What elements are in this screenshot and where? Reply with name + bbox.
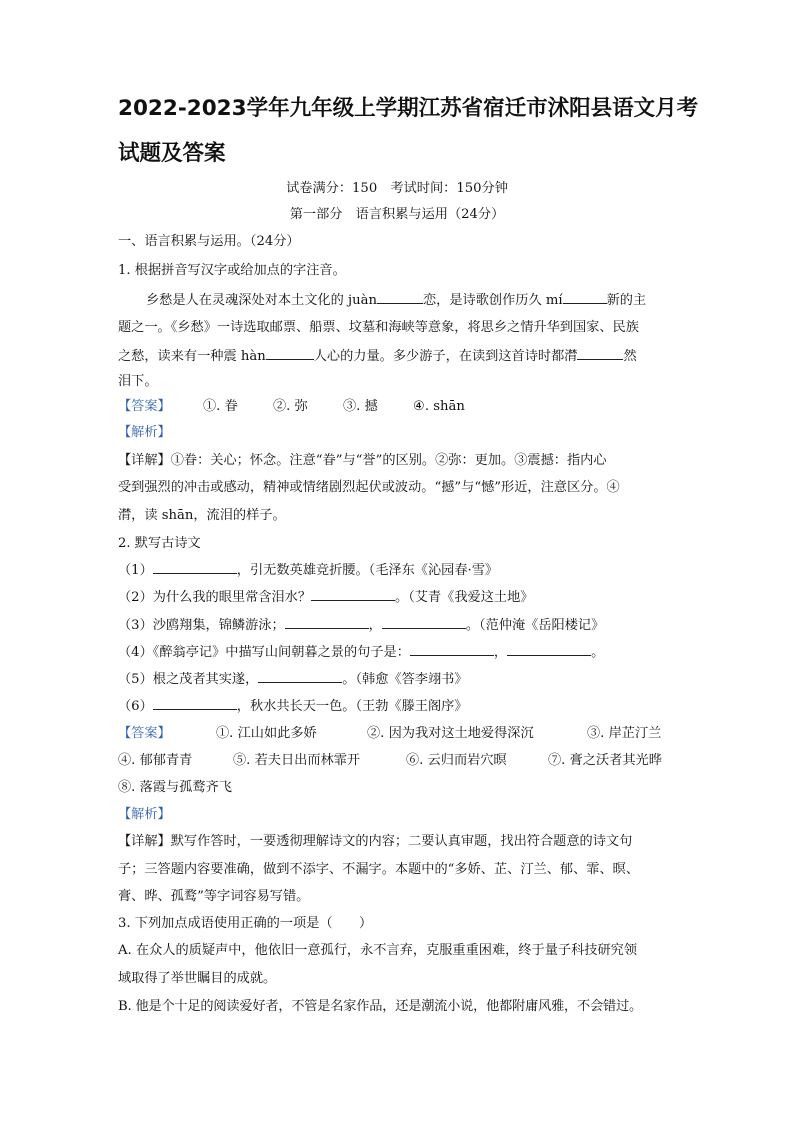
- question-2-stem: 2. 默写古诗文: [118, 536, 201, 551]
- item-text: 。（韩愈《答李翊书》: [342, 672, 468, 687]
- document-title-line1: 2022-2023学年九年级上学期江苏省宿迁市沭阳县语文月考: [118, 96, 699, 121]
- q3-option-a-line2: 域取得了举世瞩目的成就。: [118, 971, 277, 986]
- answer-blank: [410, 641, 494, 656]
- q1-answer-2: ②. 弥: [273, 399, 308, 414]
- question-1-passage-line1: [146, 289, 716, 311]
- q2-detail-line1: 【详解】默写作答时，一要透彻理解诗文的内容；二要认真审题，找出符合题意的诗文句: [118, 834, 633, 849]
- q1-detail-line2: 受到强烈的冲击或感动，精神或情绪剧烈起伏或波动。“撼”与“憾”形近，注意区分。④: [118, 480, 620, 495]
- item-text: ，: [368, 618, 382, 633]
- q2-item-6: [118, 695, 688, 717]
- q1-analysis-label: 【解析】: [118, 425, 171, 440]
- question-1-passage-line4: 泪下。: [118, 374, 158, 389]
- item-text: 沙鸥翔集，锦鳞游泳；: [152, 618, 285, 633]
- section-one-heading: 一、语言积累与运用。（24分）: [118, 234, 300, 249]
- answer-blank: [507, 641, 591, 656]
- question-3-stem: 3. 下列加点成语使用正确的一项是（ ）: [118, 916, 373, 931]
- answer-blank: [266, 345, 314, 360]
- question-1-passage-line2: 题之一。《乡愁》一诗选取邮票、船票、坟墓和海峡等意象，将思乡之情升华到国家、民族: [118, 320, 639, 335]
- q2-item-5: [118, 668, 688, 690]
- q2-item-4: [118, 641, 688, 663]
- answer-blank: [153, 559, 237, 574]
- passage-text: 之愁，读来有一种震 hàn: [118, 349, 266, 364]
- q1-answer-4: ④. shān: [413, 399, 465, 414]
- passage-text: 人心的力量。多少游子，在读到这首诗时都潸: [313, 349, 578, 364]
- item-text: 。（范仲淹《岳阳楼记》: [465, 618, 605, 633]
- item-text: 为什么我的眼里常含泪水？: [152, 590, 312, 605]
- item-number: （4）: [118, 645, 153, 660]
- answer-blank: [311, 586, 395, 601]
- answer-blank: [153, 695, 237, 710]
- q3-option-b: B. 他是个十足的阅读爱好者，不管是名家作品，还是潮流小说，他都附庸风雅，不会错过。: [118, 999, 642, 1014]
- q2-answer-7: ⑦. 膏之沃者其光晔: [548, 753, 662, 768]
- q2-detail-line3: 膏、晔、孤鹜”等字词容易写错。: [118, 889, 310, 904]
- q2-answer-5: ⑤. 若夫日出而林霏开: [233, 753, 361, 768]
- q2-item-2: [118, 586, 688, 608]
- q1-detail-line1: 【详解】①眷：关心；怀念。注意“眷”与“誉”的区别。②弥：更加。③震撼：指内心: [118, 453, 607, 468]
- passage-text: 新的主: [606, 293, 647, 308]
- q1-detail-line3: 潸，读 shān，流泪的样子。: [118, 508, 286, 523]
- answer-blank: [258, 668, 342, 683]
- q2-answer-3: ③. 岸芷汀兰: [587, 726, 662, 741]
- q1-answer-1: ①. 眷: [203, 399, 238, 414]
- passage-text: 然: [623, 349, 637, 364]
- item-text: 根之茂者其实遂，: [152, 672, 259, 687]
- q2-answer-6: ⑥. 云归而岩穴暝: [406, 753, 507, 768]
- q2-detail-line2: 子；三答题内容要准确，做到不添字、不漏字。本题中的“多娇、芷、汀兰、郁、霏、暝、: [118, 862, 640, 877]
- answer-blank: [577, 345, 623, 360]
- q2-answer-4: ④. 郁郁青青: [118, 753, 193, 768]
- exam-info: 试卷满分：150 考试时间：150分钟: [286, 181, 508, 196]
- answer-label: 【答案】: [118, 399, 171, 414]
- answer-blank: [563, 289, 607, 304]
- q2-answer-8: ⑧. 落霞与孤鹜齐飞: [118, 780, 232, 795]
- item-text: ，秋水共长天一色。（王勃《滕王阁序》: [236, 699, 468, 714]
- item-number: （5）: [118, 672, 153, 687]
- answer-blank: [382, 614, 466, 629]
- item-text: ，引无数英雄竞折腰。（毛泽东《沁园春·雪》: [236, 563, 499, 578]
- item-text: ，: [493, 645, 508, 660]
- q2-analysis-label: 【解析】: [118, 807, 171, 822]
- item-text: 《醉翁亭记》中描写山间朝暮之景的句子是：: [152, 645, 410, 660]
- q3-option-a-line1: A. 在众人的质疑声中，他依旧一意孤行，永不言弃，克服重重困难，终于量子科技研究领: [118, 943, 638, 958]
- part-one-title: 第一部分 语言积累与运用（24分）: [289, 207, 505, 222]
- item-number: （1）: [118, 563, 153, 578]
- item-number: （3）: [118, 618, 153, 633]
- answer-blank: [377, 289, 423, 304]
- answer-blank: [285, 614, 369, 629]
- passage-text: 乡愁是人在灵魂深处对本土文化的 juàn: [146, 293, 377, 308]
- q1-answer-3: ③. 撼: [343, 399, 378, 414]
- q2-answer-1: ①. 江山如此多娇: [216, 726, 317, 741]
- item-number: （6）: [118, 699, 153, 714]
- passage-text: 恋，是诗歌创作历久 mí: [422, 293, 563, 308]
- q2-answer-2: ②. 因为我对这土地爱得深沉: [367, 726, 534, 741]
- item-text: 。: [591, 645, 605, 660]
- item-text: 。（艾青《我爱这土地》: [395, 590, 534, 605]
- document-title-line2: 试题及答案: [118, 141, 226, 166]
- q2-answer-label: 【答案】: [118, 726, 171, 741]
- q2-item-1: [118, 559, 688, 581]
- question-1-stem: 1. 根据拼音写汉字或给加点的字注音。: [118, 263, 346, 278]
- item-number: （2）: [118, 590, 153, 605]
- question-1-passage-line3: [118, 345, 688, 367]
- q2-item-3: [118, 614, 688, 636]
